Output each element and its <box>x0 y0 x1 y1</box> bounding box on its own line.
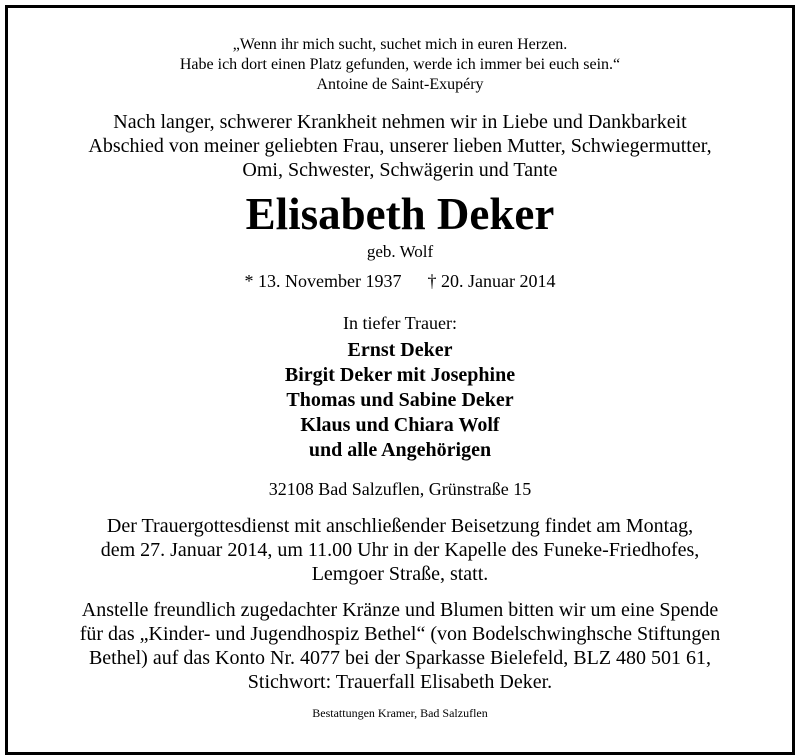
intro-line: Nach langer, schwerer Krankheit nehmen wir in Liebe und Dankbarkeit <box>113 111 687 133</box>
deceased-name: Elisabeth Deker <box>245 189 555 239</box>
mourners-list <box>0 338 800 463</box>
mourner-name: und alle Angehörigen <box>308 439 492 461</box>
life-dates <box>0 270 800 292</box>
quote <box>0 35 800 95</box>
service-line: dem 27. Januar 2014, um 11.00 Uhr in der Kapelle des Funeke-Friedhofes, <box>100 539 700 561</box>
mourner-name: Thomas und Sabine Deker <box>286 389 514 411</box>
mourner-name: Birgit Deker mit Josephine <box>284 364 516 386</box>
quote-author: Antoine de Saint-Exupéry <box>316 76 484 93</box>
quote-line: „Wenn ihr mich sucht, suchet mich in euren Herzen. <box>232 36 568 53</box>
donation-line: Bethel) auf das Konto Nr. 4077 bei der Sparkasse Bielefeld, BLZ 480 501 61, <box>88 647 712 669</box>
intro-line: Abschied von meiner geliebten Frau, unserer lieben Mutter, Schwiegermutter, <box>88 135 712 157</box>
birth-name: geb. Wolf <box>366 242 434 261</box>
intro-line: Omi, Schwester, Schwägerin und Tante <box>242 159 558 181</box>
donation-info <box>0 598 800 694</box>
quote-line: Habe ich dort einen Platz gefunden, werde ich immer bei euch sein.“ <box>179 56 621 73</box>
birth-date: * 13. November 1937 <box>244 271 402 291</box>
undertaker: Bestattungen Kramer, Bad Salzuflen <box>312 706 488 720</box>
death-date: † 20. Januar 2014 <box>427 271 556 291</box>
service-line: Lemgoer Straße, statt. <box>311 563 489 585</box>
intro-text <box>0 110 800 182</box>
service-info <box>0 514 800 586</box>
donation-line: Anstelle freundlich zugedachter Kränze und Blumen bitten wir um eine Spende <box>81 599 719 621</box>
family-address: 32108 Bad Salzuflen, Grünstraße 15 <box>268 479 532 499</box>
donation-line: für das „Kinder- und Jugendhospiz Bethel“ (von Bodelschwinghsche Stiftungen <box>79 623 721 645</box>
service-line: Der Trauergottesdienst mit anschließender Beisetzung findet am Montag, <box>106 515 694 537</box>
mourning-label: In tiefer Trauer: <box>343 313 457 333</box>
mourner-name: Ernst Deker <box>347 339 453 361</box>
donation-line: Stichwort: Trauerfall Elisabeth Deker. <box>247 671 553 693</box>
mourner-name: Klaus und Chiara Wolf <box>300 414 500 436</box>
